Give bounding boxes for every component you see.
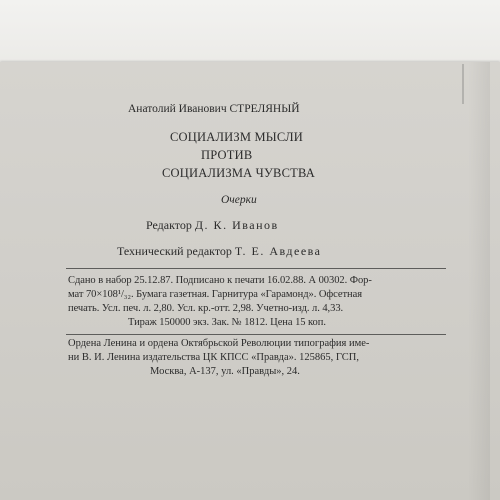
author-name: Анатолий Иванович	[128, 103, 227, 115]
imprint-line-3: печать. Усл. печ. л. 2,80. Усл. кр.-отт. 2,98. Учетно-изд. л. 4,33.	[68, 303, 344, 314]
book-genre: Очерки	[221, 194, 257, 206]
author-surname: СТРЕЛЯНЫЙ	[229, 103, 300, 115]
imprint-line-4: Тираж 150000 экз. Зак. № 1812. Цена 15 коп.	[128, 317, 326, 328]
imprint-top-rule	[66, 268, 446, 269]
tech-editor-label: Технический редактор	[117, 244, 232, 258]
editor-label: Редактор	[146, 218, 192, 232]
editor-credit	[146, 219, 279, 231]
imprint-line-2: мат 70×108¹/₃₂. Бумага газетная. Гарнитура «Гарамонд». Офсетная	[68, 289, 362, 300]
page-fold-mark	[462, 64, 464, 104]
printer-line-2: ни В. И. Ленина издательства ЦК КПСС «Правда». 125865, ГСП,	[68, 352, 360, 363]
book-title-line-3: СОЦИАЛИЗМА ЧУВСТВА	[162, 166, 315, 180]
author-line	[128, 104, 300, 116]
imprint-divider-rule	[66, 334, 446, 335]
printer-line-3: Москва, А-137, ул. «Правды», 24.	[150, 366, 300, 377]
editor-name: Д. К. Иванов	[194, 218, 279, 232]
book-title-line-2: ПРОТИВ	[201, 148, 253, 162]
imprint-line-1: Сдано в набор 25.12.87. Подписано к печати 16.02.88. А 00302. Фор-	[68, 275, 372, 286]
printer-line-1: Ордена Ленина и ордена Октябрьской Революции типография име-	[68, 338, 370, 349]
tech-editor-name: Т. Е. Авдеева	[234, 244, 322, 258]
page-edge-shadow	[468, 62, 490, 500]
book-title-line-1: СОЦИАЛИЗМ МЫСЛИ	[170, 130, 303, 144]
tech-editor-credit	[117, 245, 322, 257]
